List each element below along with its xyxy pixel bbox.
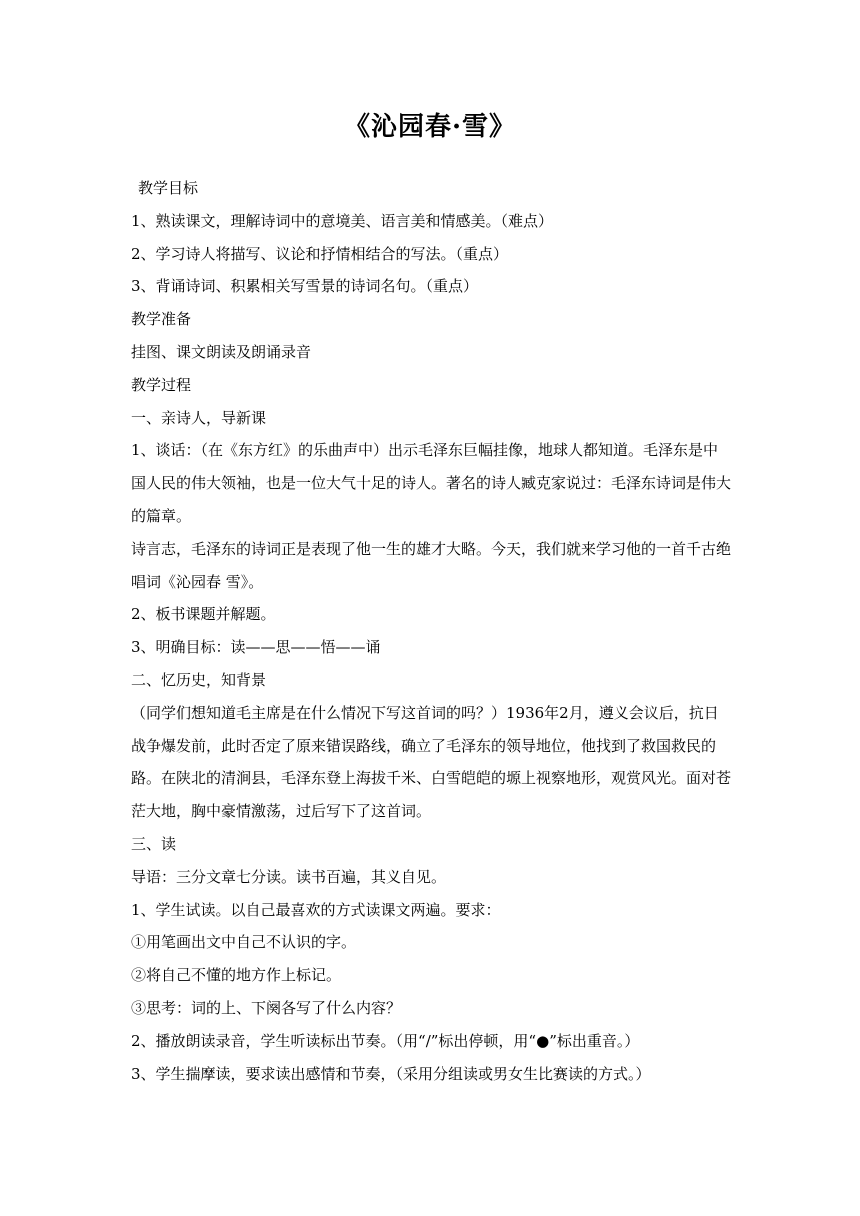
paragraph: 3、学生揣摩读，要求读出感情和节奏，（采用分组读或男女生比赛读的方式。）	[131, 1064, 651, 1083]
paragraph: 诗言志，毛泽东的诗词正是表现了他一生的雄才大略。今天，我们就来学习他的一首千古绝唱词《沁园春 雪》。	[131, 539, 732, 591]
section-heading-objectives: 教学目标	[138, 179, 199, 197]
paragraph: 2、学习诗人将描写、议论和抒情相结合的写法。（重点）	[131, 244, 509, 263]
document-title: 《沁园春·雪》	[343, 112, 517, 142]
paragraph: 导语：三分文章七分读。读书百遍，其义自见。	[131, 867, 447, 886]
paragraph: （同学们想知道毛主席是在什么情况下写这首词的吗？）1936年2月，遵义会议后，抗日战争爆发前，此时否定了原来错误路线，确立了毛泽东的领导地位，他找到了救国救民的路。在陕北的清涧县，毛泽东登上海拔千米、白雪皑皑的塬上视察地形，观赏风光。面对苍茫大地，胸中豪情激荡，过后写下了这首词。	[131, 703, 732, 821]
paragraph: 一、亲诗人，导新课	[131, 408, 267, 427]
paragraph: 3、明确目标：读——思——悟——诵	[131, 638, 381, 657]
paragraph: 3、背诵诗词、积累相关写雪景的诗词名句。（重点）	[131, 277, 479, 296]
paragraph: 二、忆历史，知背景	[131, 670, 267, 689]
paragraph: 挂图、课文朗读及朗诵录音	[131, 342, 312, 361]
document-body	[131, 172, 731, 1090]
section-heading-preparation: 教学准备	[131, 310, 192, 329]
paragraph: 三、读	[131, 834, 177, 853]
paragraph: ③思考：词的上、下阕各写了什么内容？	[131, 998, 402, 1017]
section-heading-process: 教学过程	[131, 375, 192, 394]
paragraph: ②将自己不懂的地方作上标记。	[131, 966, 342, 985]
paragraph: 1、学生试读。以自己最喜欢的方式读课文两遍。要求：	[131, 900, 501, 919]
paragraph: 2、板书课题并解题。	[131, 605, 276, 624]
paragraph: 2、播放朗读录音，学生听读标出节奏。（用“/”标出停顿，用“●”标出重音。）	[131, 1031, 640, 1050]
paragraph: 1、熟读课文，理解诗词中的意境美、语言美和情感美。（难点）	[131, 211, 554, 230]
paragraph: ①用笔画出文中自己不认识的字。	[131, 933, 357, 952]
paragraph: 1、谈话：（在《东方红》的乐曲声中）出示毛泽东巨幅挂像，地球人都知道。毛泽东是中国人民的伟大领袖，也是一位大气十足的诗人。著名的诗人臧克家说过：毛泽东诗词是伟大的篇章。	[131, 441, 732, 525]
